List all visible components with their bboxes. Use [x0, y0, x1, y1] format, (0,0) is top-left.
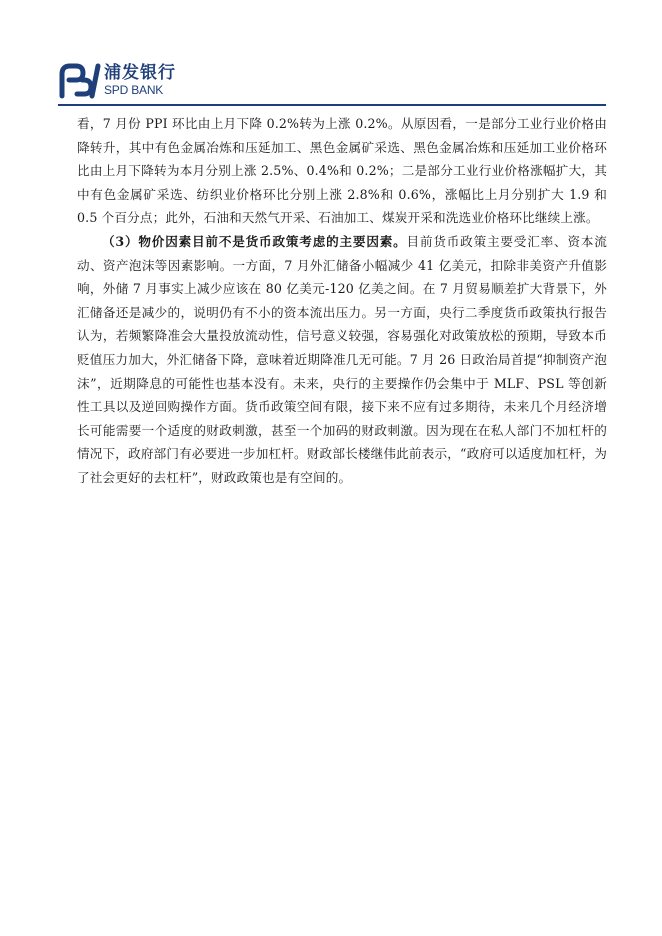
paragraph-text: 目前货币政策主要受汇率、资本流动、资产泡沫等因素影响。一方面，7 月外汇储备小幅减少 41 亿美元，扣除非美资产升值影响，外储 7 月事实上减少应该在 80 亿美元-120 亿美之间。在 7 月贸易顺差扩大背景下，外汇储备还是减少的，说明仍有不小的资本流出压力。另一方面，央行二季度货币政策执行报告认为，若频繁降准会大量投放流动性，信号意义较强，容易强化对政策放松的预期，导致本币贬值压力加大，外汇储备下降，意味着近期降准几无可能。7 月 26 日政治局首提“抑制资产泡沫”，近期降息的可能性也基本没有。未来，央行的主要操作仍会集中于 MLF、PSL 等创新性工具以及逆回购操作方面。货币政策空间有限，接下来不应有过多期待，未来几个月经济增长可能需要一个适度的财政刺激，甚至一个加码的财政刺激。因为现在在私人部门不加杠杆的情况下，政府部门有必要进一步加杠杆。财政部长楼继伟此前表示，“政府可以适度加杠杆，为了社会更好的去杠杆”，财政政策也是有空间的。 [77, 233, 607, 485]
paragraph-heading: （3）物价因素目前不是货币政策考虑的主要因素。 [102, 233, 407, 249]
paragraph-monetary-policy [77, 230, 607, 490]
paragraph-ppi: 看，7 月份 PPI 环比由上月下降 0.2%转为上涨 0.2%。从原因看，一是部分工业行业价格由降转升，其中有色金属冶炼和压延加工、黑色金属矿采选、黑色金属冶炼和压延加工业价格环比由上月下降转为本月分别上涨 2.5%、0.4%和 0.2%；二是部分工业行业价格涨幅扩大，其中有色金属矿采选、纺织业价格环比分别上涨 2.8%和 0.6%，涨幅比上月分别扩大 1.9 和 0.5 个百分点；此外，石油和天然气开采、石油加工、煤炭开采和洗选业价格环比继续上涨。 [77, 116, 607, 226]
page-header [0, 0, 662, 108]
header-divider [58, 104, 606, 106]
spdb-logo-icon [58, 60, 102, 100]
logo-english-name: SPD BANK [104, 83, 164, 97]
logo-chinese-name: 浦发银行 [104, 63, 176, 83]
bank-logo [58, 58, 198, 102]
document-body [77, 112, 607, 490]
logo-text [104, 63, 176, 97]
